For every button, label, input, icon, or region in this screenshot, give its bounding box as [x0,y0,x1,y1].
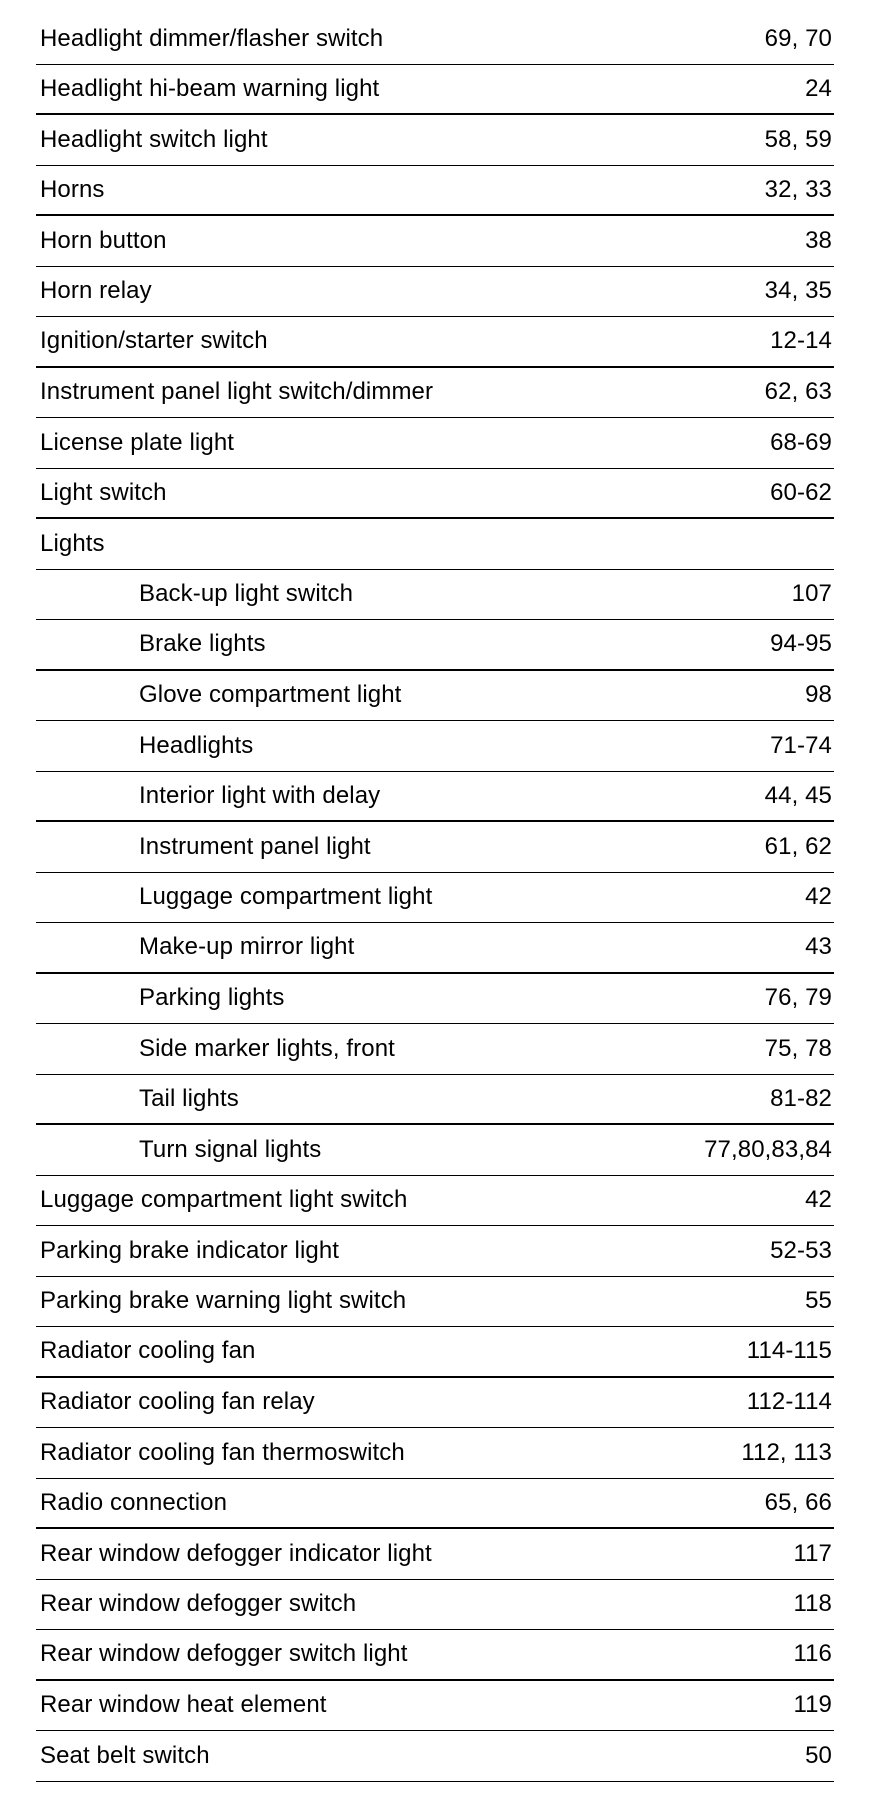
component-name: Seat belt switch [40,1741,210,1769]
page-reference: 44, 45 [764,781,832,809]
index-entry-row [36,166,834,217]
page-reference: 38 [805,226,832,254]
page-reference: 112, 113 [741,1438,832,1466]
index-entry-row [36,1277,834,1328]
page-reference: 112-114 [746,1388,832,1416]
component-name: Parking lights [139,984,285,1012]
component-name: Horn relay [40,277,152,305]
component-name: Tail lights [139,1084,239,1112]
component-name: Horn button [40,226,167,254]
page-reference: 94-95 [770,630,832,658]
index-entry-row [36,1731,834,1782]
index-entry-row [36,1479,834,1530]
page-reference: 62, 63 [764,378,832,406]
component-name: Back-up light switch [139,580,354,608]
page-reference: 119 [793,1691,832,1719]
component-name: Parking brake indicator light [40,1236,340,1264]
component-name: Radiator cooling fan relay [40,1388,315,1416]
index-entry-row [36,14,834,65]
component-name: Headlight switch light [40,125,268,153]
page-reference: 50 [805,1741,832,1769]
page-reference: 55 [805,1287,832,1315]
index-entry-row [36,519,834,570]
page-reference: 75, 78 [764,1034,832,1062]
page-reference: 43 [805,933,832,961]
page-reference: 98 [805,681,832,709]
index-entry-row [36,1428,834,1479]
index-entry-row [36,317,834,368]
index-entry-row [36,418,834,469]
index-entry-row [36,65,834,116]
component-name: Make-up mirror light [139,933,355,961]
component-name: Brake lights [139,630,266,658]
index-entry-row [36,1529,834,1580]
component-name: Rear window defogger switch light [40,1640,408,1668]
index-subentry-row [36,822,834,873]
component-name: Radiator cooling fan thermoswitch [40,1438,405,1466]
index-entry-row [36,1580,834,1631]
page-reference: 12-14 [770,327,832,355]
component-name: Headlights [139,731,254,759]
page-reference: 24 [805,74,832,102]
component-name: Instrument panel light switch/dimmer [40,378,434,406]
component-name: Side marker lights, front [139,1034,395,1062]
page-reference: 52-53 [770,1236,832,1264]
index-subentry-row [36,570,834,621]
page-reference: 69, 70 [764,24,832,52]
index-subentry-row [36,873,834,924]
component-name: Rear window defogger switch [40,1590,357,1618]
page-reference: 42 [805,883,832,911]
index-subentry-row [36,974,834,1025]
page-reference: 65, 66 [764,1488,832,1516]
index-subentry-row [36,772,834,823]
page-reference: 76, 79 [764,984,832,1012]
component-name: Horns [40,175,105,203]
page-reference: 42 [805,1186,832,1214]
page-reference: 61, 62 [764,832,832,860]
component-name: Luggage compartment light switch [40,1186,408,1214]
page-reference: 34, 35 [764,277,832,305]
component-name: Interior light with delay [139,781,381,809]
component-name: Radiator cooling fan [40,1337,256,1365]
component-name: Headlight hi-beam warning light [40,74,380,102]
page-reference: 60-62 [770,478,832,506]
index-entry-row [36,1176,834,1227]
component-name: Light switch [40,478,167,506]
index-entry-row [36,368,834,419]
page-reference: 117 [793,1539,832,1567]
page-reference: 58, 59 [764,125,832,153]
component-name: License plate light [40,428,235,456]
index-subentry-row [36,671,834,722]
index-subentry-row [36,721,834,772]
page-reference: 114-115 [746,1337,832,1365]
index-subentry-row [36,1125,834,1176]
index-subentry-row [36,620,834,671]
page-reference: 107 [791,580,832,608]
index-entry-row [36,216,834,267]
page-reference: 32, 33 [764,175,832,203]
page-reference: 116 [793,1640,832,1668]
component-name: Headlight dimmer/flasher switch [40,24,384,52]
index-entry-row [36,1327,834,1378]
index-subentry-row [36,923,834,974]
index-entry-row [36,267,834,318]
page-reference: 81-82 [770,1084,832,1112]
index-entry-row [36,469,834,520]
index-entry-row [36,1226,834,1277]
component-name: Parking brake warning light switch [40,1287,407,1315]
component-name: Rear window heat element [40,1691,327,1719]
page-reference: 68-69 [770,428,832,456]
component-name: Ignition/starter switch [40,327,268,355]
index-entry-row [36,1378,834,1429]
component-name: Turn signal lights [139,1135,322,1163]
component-index-table [36,14,834,1782]
page-reference: 77,80,83,84 [704,1135,832,1163]
index-entry-row [36,115,834,166]
index-entry-row [36,1681,834,1732]
component-name: Lights [40,529,105,557]
page-reference: 118 [793,1590,832,1618]
component-name: Radio connection [40,1488,228,1516]
component-name: Rear window defogger indicator light [40,1539,432,1567]
index-subentry-row [36,1024,834,1075]
page-reference: 71-74 [770,731,832,759]
component-name: Glove compartment light [139,681,402,709]
component-name: Instrument panel light [139,832,371,860]
index-entry-row [36,1630,834,1681]
component-name: Luggage compartment light [139,883,433,911]
index-subentry-row [36,1075,834,1126]
